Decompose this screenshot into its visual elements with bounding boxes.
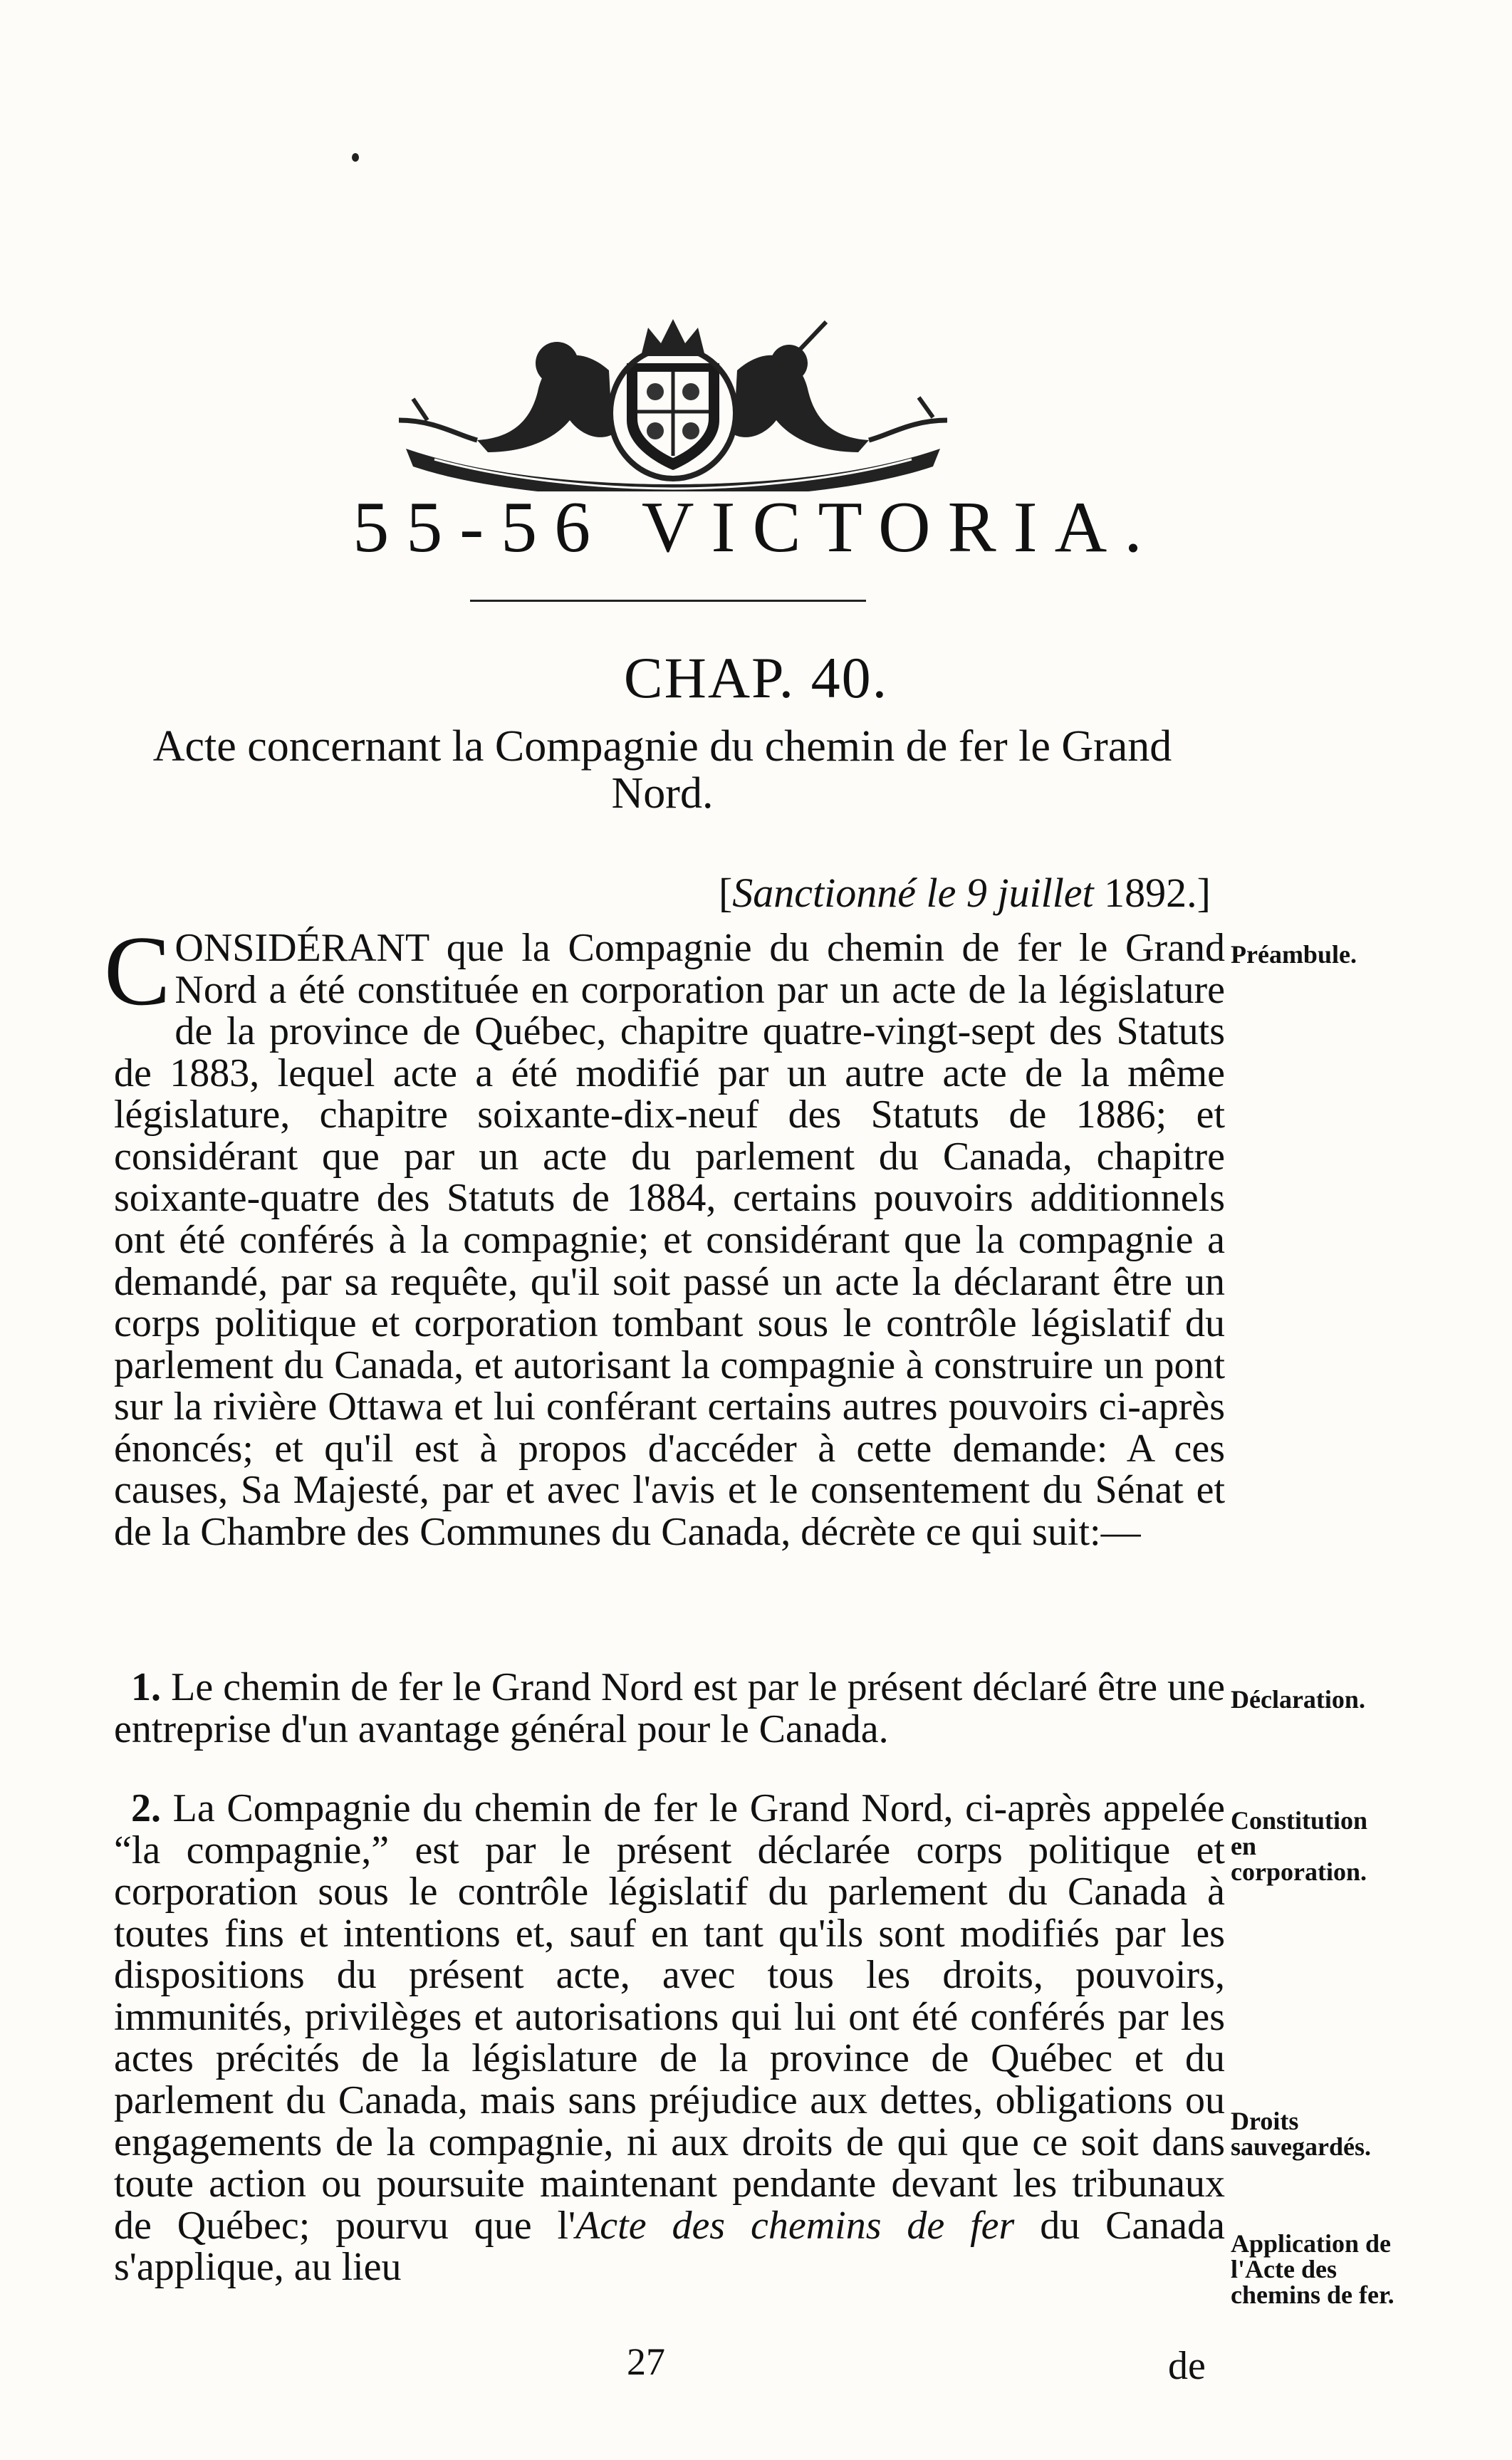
- section-italic-title: Acte des chemins de fer: [575, 2203, 1015, 2248]
- sanction-year: 1892.: [1104, 870, 1197, 916]
- margin-note-constitution: Constitution en corporation.: [1231, 1806, 1368, 1886]
- margin-note-application: Application de l'Acte des chemins de fer.: [1231, 2229, 1394, 2309]
- royal-coat-of-arms-icon: [392, 313, 954, 491]
- preamble-text: ONSIDÉRANT que la Compagnie du chemin de fer le Grand Nord a été constituée en corporation par un acte de la législature de la province de Québec, chapitre quatre-vingt-sept des Statuts de 1883, lequel acte a été modifié par un autre acte de la même législature, chapitre soixante-dix-neuf des Statuts de 1886; et considérant que par un acte du parlement du Canada, chapitre soixante-quatre des Statuts de 1884, certains pouvoirs additionnels ont été conférés à la compagnie; et considérant que la compagnie a demandé, par sa requête, qu'il soit passé un acte la déclarant être un corps politique et corporation tombant sous le contrôle législatif du parlement du Canada, et autorisant la compagnie à construire un pont sur la rivière Ottawa et lui conférant certains autres pouvoirs ci-après énoncés; et qu'il est à propos d'accéder à cette demande: A ces causes, Sa Majesté, par et avec l'avis et le consentement du Sénat et de la Chambre des Communes du Canada, décrète ce qui suit:—: [114, 926, 1225, 1554]
- section-number: 1.: [131, 1665, 161, 1709]
- margin-note-declaration: Déclaration.: [1231, 1685, 1365, 1714]
- section-text-continued: du Canada s'applique, au lieu: [114, 2203, 1225, 2290]
- section-text: La Compagnie du chemin de fer le Grand Nord, ci-après appelée “la compagnie,” est par le présent déclarée corps politique et corporation sous le contrôle législatif du parlement du Canada à toutes fins et intentions et, sauf en tant qu'ils sont modifiés par les dispositions du présent acte, avec tous les droits, pouvoirs, immunités, privilèges et autorisations qui lui ont été conférés par les actes précités de la législature de la province de Québec et du parlement du Canada, mais sans préjudice aux dettes, obligations ou engagements de la compagnie, ni aux droits de qui que ce soit dans toute action ou poursuite maintenant pendante devant les tribunaux de Québec; pourvu que l': [114, 1786, 1225, 2248]
- section-number: 2.: [131, 1786, 161, 1830]
- margin-note-rights: Droits sauvegardés.: [1231, 2107, 1371, 2161]
- sanction-label: Sanctionné le 9 juillet: [732, 870, 1094, 916]
- sanction-line: [Sanctionné le 9 juillet 1892.]: [718, 870, 1211, 916]
- section-1: [114, 1667, 1225, 1750]
- section-2: [114, 1788, 1225, 2288]
- reign-heading: 55-56 VICTORIA.: [353, 487, 1159, 568]
- margin-note-preamble: Préambule.: [1231, 940, 1357, 969]
- preamble-paragraph: [104, 916, 1225, 1554]
- page-number: 27: [627, 2340, 665, 2383]
- catchword: de: [1168, 2344, 1206, 2388]
- stray-mark: [352, 153, 359, 162]
- drop-cap: C: [104, 916, 171, 1026]
- section-text: Le chemin de fer le Grand Nord est par le présent déclaré être une entreprise d'un avantage général pour le Canada.: [114, 1665, 1226, 1751]
- act-title: Acte concernant la Compagnie du chemin de fer le Grand Nord.: [152, 722, 1172, 818]
- chapter-heading: CHAP. 40.: [623, 645, 889, 710]
- heading-rule: [470, 600, 866, 602]
